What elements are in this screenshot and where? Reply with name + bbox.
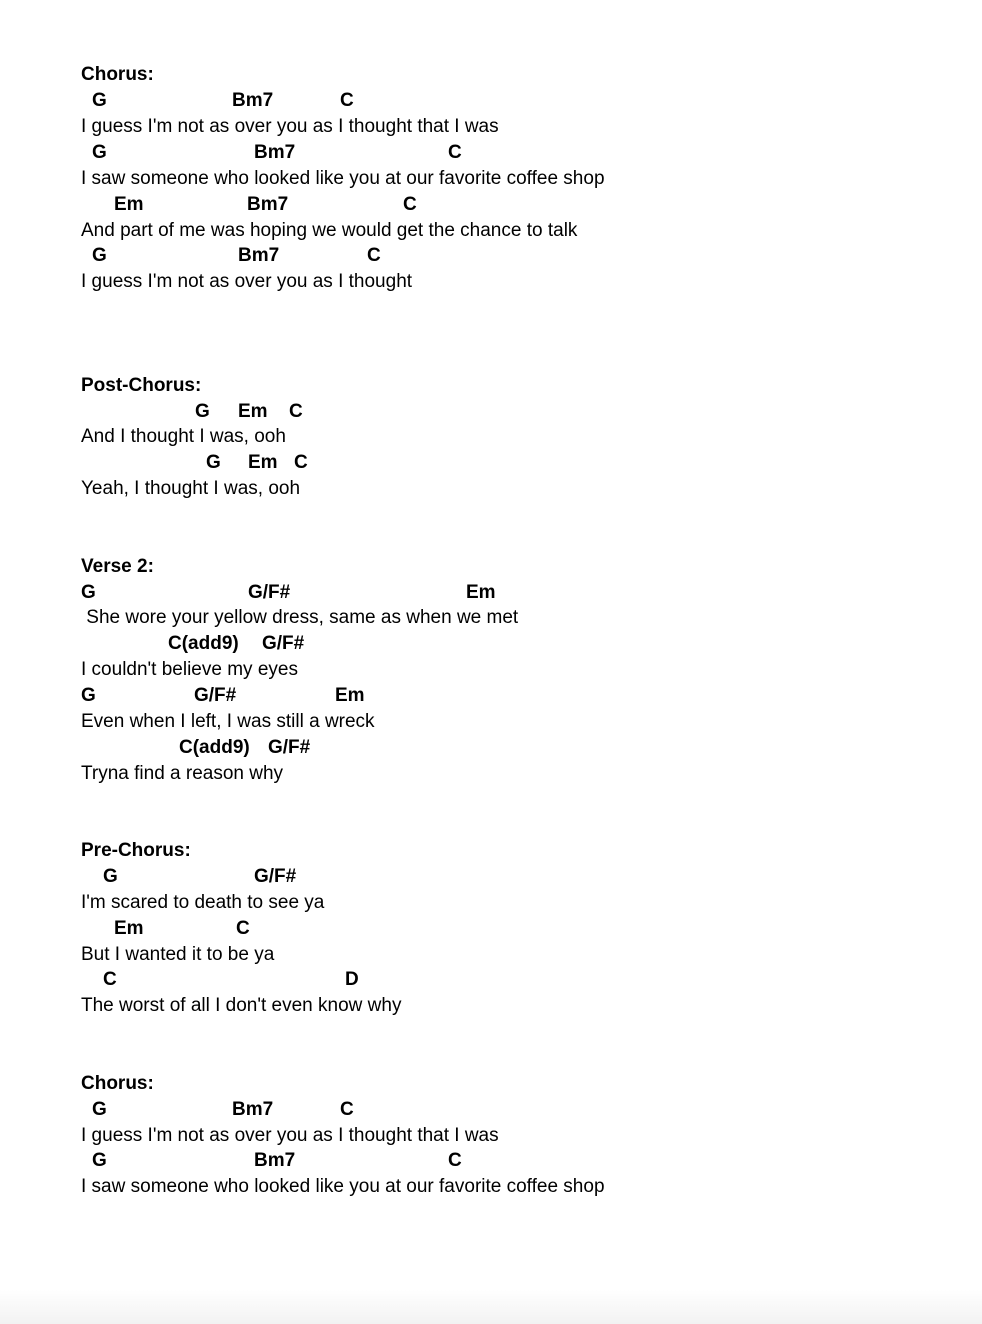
chord: G/F# bbox=[268, 737, 311, 758]
chord: Bm7 bbox=[254, 142, 296, 163]
chord: Bm7 bbox=[238, 245, 280, 266]
chord: G bbox=[195, 401, 210, 422]
lyric-line: And part of me was hoping we would get the chance to talk bbox=[81, 220, 578, 241]
chord: C bbox=[340, 90, 354, 111]
chord: G bbox=[92, 245, 107, 266]
chord: C bbox=[367, 245, 381, 266]
chord: G bbox=[92, 90, 107, 111]
lyric-line: And I thought I was, ooh bbox=[81, 426, 286, 447]
chord: G bbox=[81, 582, 96, 603]
chord: C(add9) bbox=[168, 633, 239, 654]
lyric-line: I'm scared to death to see ya bbox=[81, 892, 325, 913]
section-heading: Chorus: bbox=[81, 64, 154, 85]
chord: C(add9) bbox=[179, 737, 250, 758]
chord: C bbox=[448, 1150, 462, 1171]
chord: G bbox=[103, 866, 118, 887]
section-heading: Pre-Chorus: bbox=[81, 840, 191, 861]
chord: Bm7 bbox=[247, 194, 289, 215]
chord: D bbox=[345, 969, 359, 990]
chord: G bbox=[92, 1150, 107, 1171]
chord: Em bbox=[238, 401, 268, 422]
lyric-line: Yeah, I thought I was, ooh bbox=[81, 478, 301, 499]
lyric-line: I guess I'm not as over you as I thought that I was bbox=[81, 1125, 499, 1146]
lyric-line: Even when I left, I was still a wreck bbox=[81, 711, 375, 732]
chord: C bbox=[289, 401, 303, 422]
chord: Em bbox=[114, 194, 144, 215]
chord: G bbox=[206, 452, 221, 473]
chord: Em bbox=[335, 685, 365, 706]
chord: C bbox=[294, 452, 308, 473]
chord: Bm7 bbox=[232, 1099, 274, 1120]
chord: Em bbox=[466, 582, 496, 603]
lyric-line: But I wanted it to be ya bbox=[81, 944, 275, 965]
chord: Em bbox=[248, 452, 278, 473]
chord: G/F# bbox=[248, 582, 291, 603]
section-heading: Verse 2: bbox=[81, 556, 154, 577]
section-heading: Post-Chorus: bbox=[81, 375, 202, 396]
chord: Bm7 bbox=[232, 90, 274, 111]
lyric-line: I saw someone who looked like you at our favorite coffee shop bbox=[81, 1176, 605, 1197]
chord: C bbox=[448, 142, 462, 163]
lyric-line: I couldn't believe my eyes bbox=[81, 659, 298, 680]
lyric-line: The worst of all I don't even know why bbox=[81, 995, 402, 1016]
lyric-line: Tryna find a reason why bbox=[81, 763, 284, 784]
lyric-line: I guess I'm not as over you as I thought that I was bbox=[81, 116, 499, 137]
chord: G/F# bbox=[194, 685, 237, 706]
chord: Bm7 bbox=[254, 1150, 296, 1171]
chord: C bbox=[236, 918, 250, 939]
chord: C bbox=[103, 969, 117, 990]
chord: G bbox=[81, 685, 96, 706]
lyric-line: I guess I'm not as over you as I thought bbox=[81, 271, 413, 292]
chord: Em bbox=[114, 918, 144, 939]
chord: G/F# bbox=[262, 633, 305, 654]
chord: C bbox=[340, 1099, 354, 1120]
chord: G/F# bbox=[254, 866, 297, 887]
lyric-line: I saw someone who looked like you at our favorite coffee shop bbox=[81, 168, 605, 189]
lyric-line: She wore your yellow dress, same as when we met bbox=[81, 607, 519, 628]
section-heading: Chorus: bbox=[81, 1073, 154, 1094]
chord: G bbox=[92, 142, 107, 163]
chord: G bbox=[92, 1099, 107, 1120]
chord: C bbox=[403, 194, 417, 215]
